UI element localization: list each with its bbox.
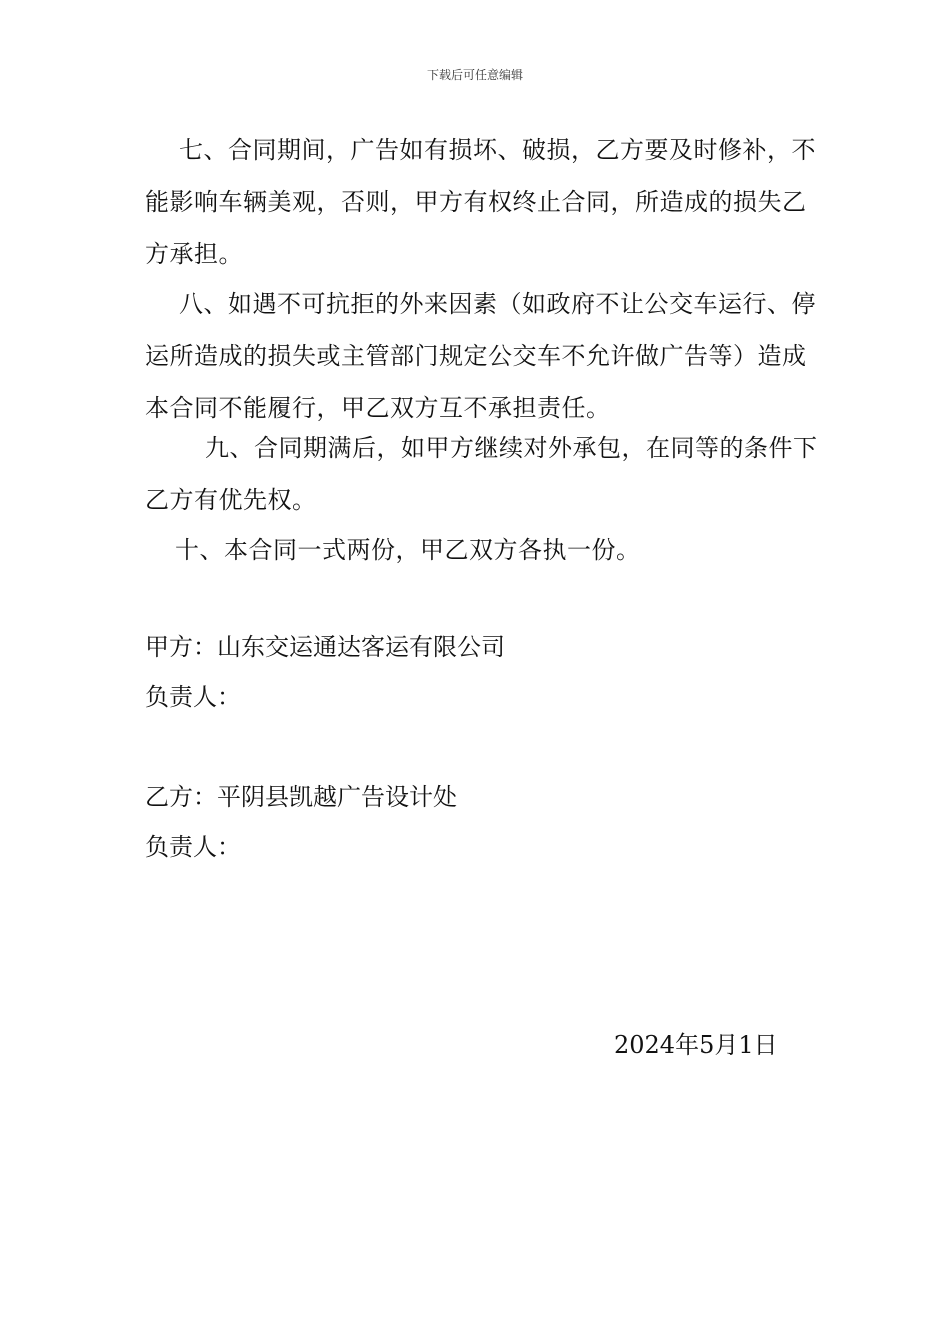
signing-date: 2024年5月1日 [614, 1031, 778, 1059]
party-b-responsible: 负责人： [145, 833, 241, 861]
party-a-responsible: 负责人： [145, 683, 241, 711]
clause-8: 八、如遇不可抗拒的外来因素（如政府不让公交车运行、停运所造成的损失或主管部门规定公交车不允许做广告等）造成本合同不能履行，甲乙双方互不承担责任。 [145, 290, 816, 422]
clause-9: 九、合同期满后，如甲方继续对外承包，在同等的条件下乙方有优先权。 [145, 434, 818, 514]
party-b-name: 乙方：平阴县凯越广告设计处 [145, 783, 457, 811]
clause-7: 七、合同期间，广告如有损坏、破损，乙方要及时修补，不能影响车辆美观，否则，甲方有权终止合同，所造成的损失乙方承担。 [145, 136, 816, 268]
header-note: 下载后可任意编辑 [426, 68, 523, 82]
party-a-name: 甲方：山东交运通达客运有限公司 [145, 633, 505, 661]
clause-10: 十、本合同一式两份，甲乙双方各执一份。 [175, 536, 641, 564]
